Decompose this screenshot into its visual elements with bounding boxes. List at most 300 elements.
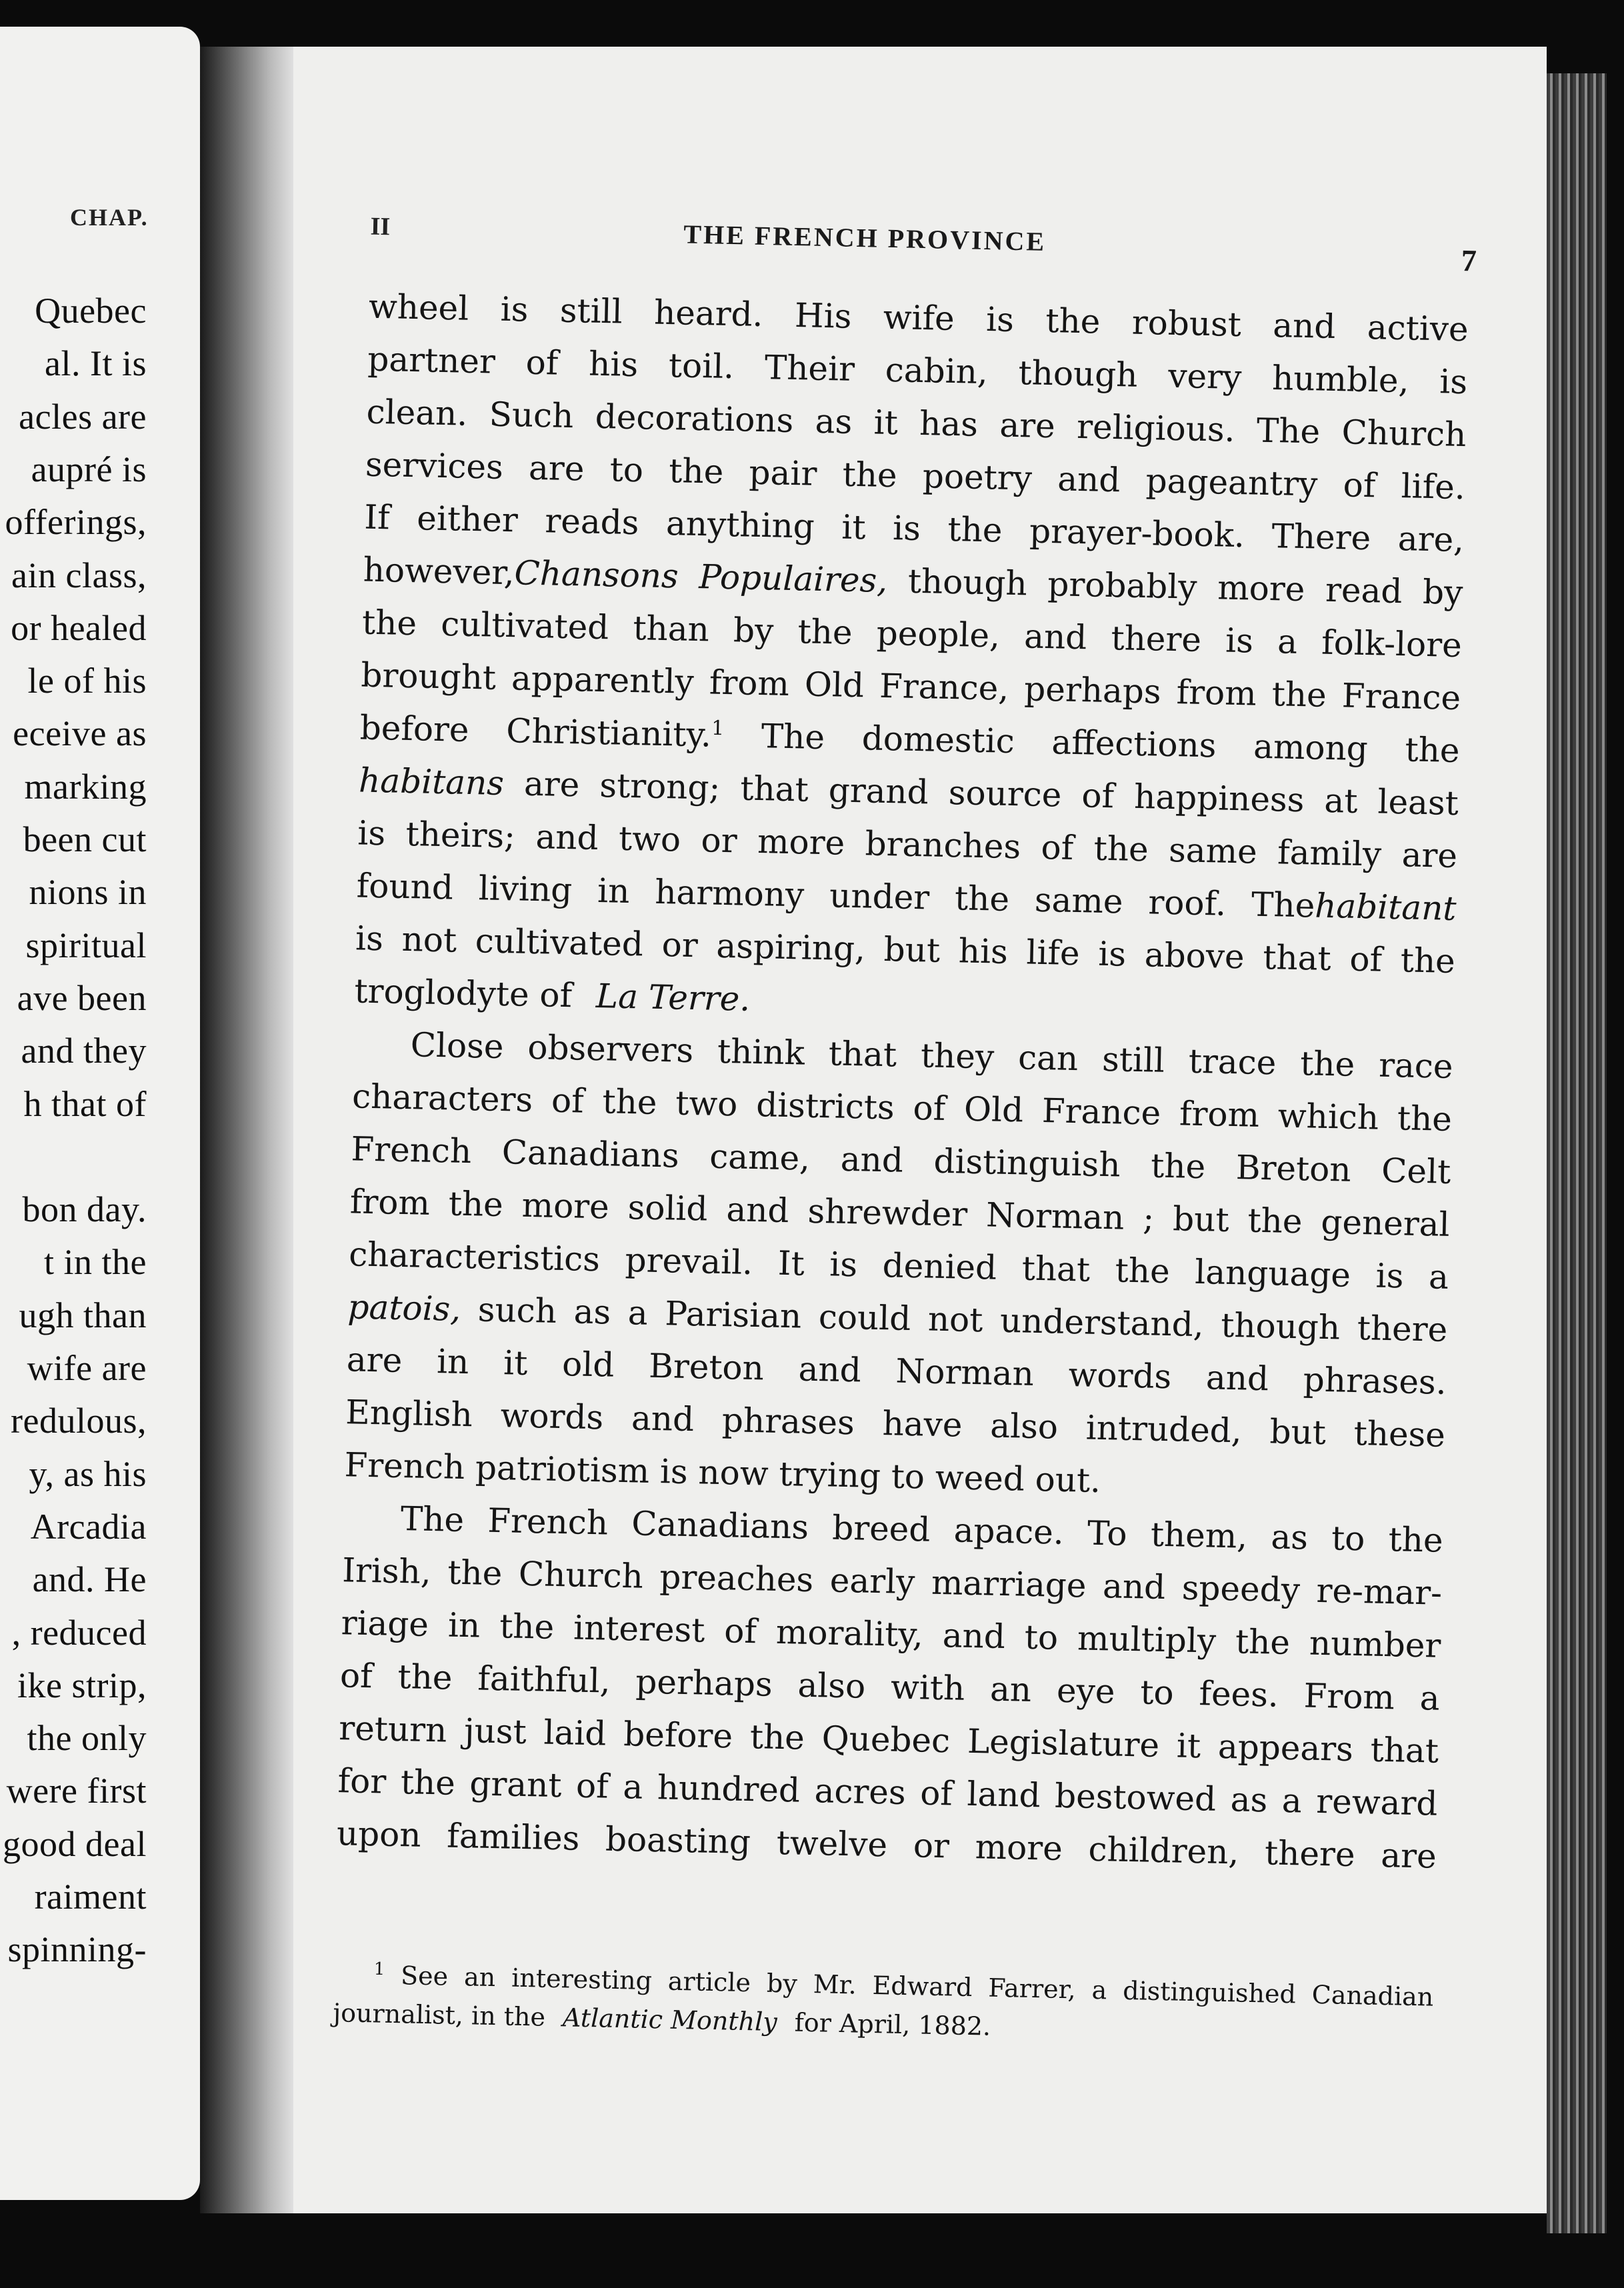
word-group [1331, 1512, 1365, 1565]
word-group [999, 399, 1056, 453]
text-segment: French patriotism is now trying to weed out. [344, 1445, 1101, 1501]
word: before [359, 708, 470, 749]
word-group [1321, 617, 1462, 672]
word-group [1068, 1349, 1172, 1403]
word-group [1405, 723, 1461, 777]
left-page-line: or healed [11, 607, 147, 648]
word: His [794, 296, 852, 336]
word: still [559, 291, 623, 331]
word: in [436, 1342, 469, 1382]
word-group [1303, 1669, 1395, 1724]
word: Quebec [821, 1719, 951, 1761]
word: the [397, 1657, 453, 1697]
word-group [726, 1183, 790, 1237]
word-group [499, 1600, 555, 1654]
word-group [561, 1338, 615, 1392]
word: partner [367, 339, 496, 381]
word-group [842, 449, 898, 503]
word: and [798, 1349, 862, 1390]
word-group [1299, 1037, 1355, 1091]
word-group [876, 607, 1001, 663]
word: cabin, [885, 350, 989, 392]
word-group [1367, 301, 1469, 356]
word-group [807, 1185, 968, 1241]
word-group [599, 759, 721, 815]
left-page-line: le of his [27, 661, 147, 701]
word-group [1205, 1351, 1269, 1405]
word: morality, [775, 1612, 924, 1655]
word: the [602, 1082, 658, 1122]
word-group [359, 702, 469, 757]
word-group [1253, 721, 1368, 776]
word-group [1144, 929, 1245, 983]
word: of [525, 343, 559, 383]
word-group [463, 1705, 527, 1759]
left-page-line: y, as his [29, 1453, 147, 1494]
word-group [633, 602, 710, 656]
word: the [400, 1763, 456, 1803]
word: Celt [1381, 1151, 1451, 1191]
word: and [840, 1139, 904, 1180]
word-group [777, 1237, 805, 1291]
word-group [1054, 1770, 1216, 1826]
word-group [623, 1708, 733, 1763]
word-group [521, 1179, 610, 1234]
word: robust [1131, 303, 1242, 345]
word-group [505, 705, 724, 762]
word-group [1377, 776, 1459, 831]
right-page [293, 47, 1547, 2213]
word: with [890, 1667, 965, 1708]
word: number [1309, 1623, 1441, 1665]
word: The [1251, 885, 1315, 925]
left-page-line: and they [21, 1031, 147, 1071]
word-group [525, 337, 559, 390]
word: humble, [1271, 359, 1410, 401]
word: to [1139, 1673, 1175, 1713]
word-group [883, 923, 941, 977]
word-group [1199, 1667, 1279, 1721]
word: of [912, 1089, 946, 1129]
word-group [1397, 513, 1465, 567]
left-running-head: CHAP. [70, 204, 149, 231]
word-group [447, 1547, 503, 1601]
word-group [588, 338, 638, 392]
word-group [933, 1135, 1121, 1192]
word: more [975, 1827, 1063, 1868]
word: ; [1142, 1199, 1155, 1238]
word: speedy [1181, 1568, 1301, 1610]
word-group [999, 1295, 1204, 1351]
word-group [841, 501, 867, 555]
book-gutter [200, 47, 293, 2213]
word: are [346, 1340, 403, 1381]
left-page [0, 27, 200, 2200]
word: French [487, 1501, 609, 1543]
left-page-line: marking [24, 766, 147, 807]
word: hundred [657, 1768, 801, 1810]
word-group [1343, 459, 1376, 512]
word-group [475, 915, 644, 971]
word-group [648, 1340, 764, 1395]
word-group [1316, 1775, 1439, 1831]
word-group [1176, 666, 1257, 720]
word-group [356, 859, 454, 914]
word-group [829, 1555, 915, 1609]
word: clean. [366, 392, 468, 433]
word-group [478, 862, 573, 917]
word-group [1341, 669, 1461, 725]
word-group [342, 1544, 432, 1599]
word-group [669, 445, 725, 499]
word-group [1419, 1672, 1440, 1725]
word: the [1271, 675, 1327, 715]
word-group [511, 652, 694, 709]
footnote [333, 1955, 1434, 2055]
word: is [1439, 362, 1468, 402]
word: the [447, 1553, 503, 1593]
word-group [804, 658, 865, 712]
word-group [907, 555, 1027, 611]
word-group [655, 866, 805, 922]
word: that [1021, 1249, 1091, 1289]
footnote-marker: 1 [373, 1959, 385, 1980]
left-page-line: and. He [32, 1559, 147, 1600]
word: same [1168, 830, 1258, 871]
word: or [661, 925, 699, 965]
word-group [1188, 1035, 1277, 1090]
word: the [797, 612, 853, 652]
word: such [477, 1290, 557, 1331]
word-group [551, 1075, 584, 1128]
word: Mr. [813, 1969, 857, 2000]
word: cultivated [475, 921, 644, 964]
word: the [954, 879, 1010, 919]
word-group [1018, 347, 1138, 402]
word-group [749, 447, 817, 501]
word: cultivated [440, 605, 609, 647]
word: bestowed [1054, 1776, 1217, 1819]
word-group [545, 495, 640, 549]
word-group [605, 1813, 751, 1869]
left-page-line: ain class, [11, 555, 147, 595]
word-group [623, 1761, 643, 1814]
word-group [436, 1335, 469, 1389]
word: is [1375, 1256, 1404, 1296]
word-group [363, 544, 679, 603]
word: are, [1397, 519, 1465, 560]
word-group [1017, 1031, 1079, 1085]
word-group [501, 1126, 679, 1183]
word: words [1068, 1355, 1172, 1397]
word-group [1077, 1612, 1217, 1667]
word-group [716, 920, 866, 976]
word: a [1091, 1975, 1107, 2005]
word-group [1081, 769, 1115, 823]
word-group [1401, 829, 1458, 883]
word-group [667, 1962, 751, 2003]
word: a [627, 1293, 649, 1333]
word-group [1277, 1089, 1379, 1144]
word: Canadian [1311, 1979, 1434, 2012]
word: just [463, 1711, 527, 1752]
word: them, [1150, 1515, 1248, 1556]
word: grand [828, 771, 929, 812]
word: though [1220, 1305, 1341, 1347]
word-group [775, 1606, 923, 1662]
word: religious. [1076, 407, 1236, 449]
word-group [348, 1228, 600, 1286]
word: the [749, 1717, 805, 1757]
word: the [361, 603, 417, 643]
word-group [1256, 405, 1321, 459]
word: folk-lore [1321, 623, 1463, 665]
word: by [766, 1968, 798, 1999]
word: is [357, 813, 386, 853]
word-group [1093, 823, 1149, 877]
word: in [597, 871, 631, 911]
word: French [350, 1129, 472, 1171]
word-group [913, 1819, 950, 1873]
word-group [1225, 615, 1253, 668]
word-group [625, 1234, 753, 1289]
word: the [1150, 1146, 1206, 1187]
word: of [551, 1081, 585, 1121]
word-group [829, 1238, 858, 1291]
word: perhaps [635, 1662, 773, 1704]
word-group [1179, 1087, 1260, 1141]
left-page-line: spinning- [7, 1929, 147, 1970]
word: France, [879, 666, 1009, 708]
word: Populaires, [698, 557, 888, 601]
word: early [829, 1561, 915, 1602]
word-group [351, 1070, 533, 1127]
word-group [405, 808, 516, 863]
word-group [1422, 566, 1463, 619]
word-group [1172, 1193, 1229, 1247]
word: characters [351, 1077, 533, 1120]
word-group [503, 1337, 528, 1390]
word: that [1370, 1730, 1439, 1771]
word: acres [814, 1771, 907, 1813]
word-group [1076, 401, 1235, 457]
word-group [1045, 295, 1101, 349]
word: and [1205, 1358, 1269, 1399]
word-group [535, 811, 599, 865]
word-group [1370, 1724, 1439, 1778]
word: the [1235, 1622, 1291, 1663]
word-group [487, 1495, 609, 1550]
word-group [1143, 1192, 1155, 1245]
word-group [1217, 561, 1305, 616]
word-group [794, 289, 852, 343]
word: the [668, 451, 724, 491]
word-group [635, 1655, 773, 1711]
word: but [1269, 1412, 1327, 1453]
word: from [349, 1182, 431, 1223]
word-group [440, 598, 609, 654]
word-group [349, 1175, 431, 1229]
word: race [1378, 1045, 1454, 1086]
word-group [1400, 934, 1456, 988]
word: though [907, 561, 1028, 603]
word: fees. [1198, 1674, 1279, 1715]
word: interest [573, 1608, 705, 1650]
word-group [1439, 355, 1468, 409]
word: is [355, 919, 384, 959]
word: It [777, 1243, 805, 1283]
word: at [1323, 781, 1359, 821]
word: English [345, 1393, 473, 1435]
word-group [1102, 1560, 1166, 1614]
word: heard. [653, 293, 764, 335]
word: There [1271, 517, 1371, 558]
left-page-line: Quebec [35, 291, 147, 331]
word-group [1311, 1975, 1434, 2017]
left-page-line: been cut [23, 819, 147, 859]
word: source [948, 773, 1062, 815]
word-group [401, 913, 457, 967]
word-group [1273, 299, 1337, 353]
word-group [528, 442, 585, 496]
word-group [1217, 1721, 1353, 1776]
word: marriage [931, 1563, 1087, 1605]
word-group [757, 815, 845, 870]
word-group [724, 1605, 757, 1658]
word-group [699, 551, 888, 607]
word-group [500, 283, 529, 337]
word: poetry [922, 457, 1033, 498]
word-group [1271, 510, 1371, 565]
word: If [363, 497, 391, 537]
word: language [1194, 1252, 1351, 1295]
word: the [1247, 1201, 1303, 1241]
word: Irish, [341, 1551, 432, 1592]
word: it [503, 1343, 528, 1383]
word: the [1045, 301, 1101, 341]
word-group [1115, 1244, 1171, 1298]
word-group [358, 755, 504, 811]
italic-text: Atlantic Monthly [562, 2003, 778, 2037]
left-page-line: good deal [3, 1823, 147, 1864]
word-group [511, 1959, 653, 2000]
word-group [967, 1768, 1041, 1822]
word-group [953, 1504, 1065, 1559]
word: pair [749, 453, 817, 493]
word: decorations [595, 397, 794, 441]
word: of [575, 1766, 609, 1806]
word: there [1110, 619, 1202, 659]
word: reads [544, 501, 639, 543]
word: general [1320, 1202, 1451, 1244]
word: habitant [1314, 886, 1457, 929]
word-group [341, 1597, 429, 1651]
word-group [920, 1029, 995, 1083]
text-segment: troglodyte of [353, 971, 583, 1015]
word-group [840, 1133, 904, 1187]
text-segment: journalist, in the [333, 1998, 554, 2033]
left-page-line: t in the [44, 1242, 147, 1283]
word-group [717, 1025, 805, 1080]
word-group [1247, 1195, 1303, 1249]
word-group [1251, 879, 1457, 935]
running-title: THE FRENCH PROVINCE [683, 219, 1047, 257]
word: Canadians [631, 1504, 809, 1547]
word: Norman [985, 1195, 1125, 1237]
word: Breton [648, 1346, 765, 1388]
word: the [1404, 730, 1461, 771]
left-page-line: Arcadia [30, 1506, 147, 1547]
word-group [828, 1027, 897, 1081]
word-group [821, 1712, 951, 1767]
word-group [397, 1651, 453, 1705]
word-group [865, 817, 1021, 873]
word-group [1230, 1773, 1268, 1827]
word-group [885, 344, 989, 399]
word: and [942, 1616, 1006, 1657]
left-page-line: raiment [34, 1877, 147, 1917]
left-page-line: bon day. [22, 1189, 147, 1230]
word: of [339, 1656, 373, 1696]
word: also [989, 1406, 1059, 1447]
word: phrases [721, 1401, 855, 1443]
word-group [659, 1551, 814, 1607]
word-group [883, 291, 955, 345]
word-group [815, 395, 853, 449]
word: an [989, 1669, 1032, 1709]
word: it [1176, 1726, 1201, 1766]
word: however, [363, 550, 515, 593]
word: though [1018, 353, 1139, 395]
word: read [1325, 570, 1403, 611]
word: riage [341, 1603, 429, 1644]
word-group [942, 1609, 1006, 1663]
word: could [818, 1297, 911, 1339]
word-group [336, 1807, 421, 1862]
word: two [618, 819, 681, 859]
word: of [723, 1611, 757, 1651]
word-group [1269, 1405, 1327, 1459]
word: found [356, 866, 454, 907]
word: probably [1047, 565, 1198, 607]
running-head [330, 211, 1477, 278]
left-page-line: nions in [29, 872, 147, 913]
word-group [931, 1557, 1087, 1613]
word-group [1140, 1666, 1175, 1719]
word: children, [1087, 1829, 1239, 1872]
word: life [1025, 933, 1081, 973]
word: a [1281, 1781, 1303, 1821]
word-group [1021, 1242, 1091, 1296]
word-group [913, 1082, 946, 1135]
word-group [764, 341, 855, 396]
word-group [500, 1389, 604, 1444]
word-group [523, 758, 580, 812]
word: a [622, 1767, 643, 1807]
word-group [346, 1333, 403, 1387]
word-group [447, 1599, 481, 1653]
left-page-line: , reduced [11, 1612, 147, 1653]
footnote-marker: 1 [711, 716, 725, 741]
word: and [725, 1190, 790, 1231]
word: theirs; [405, 814, 516, 856]
word: Close [410, 1025, 505, 1067]
word-group [368, 281, 469, 335]
word-group [1029, 505, 1245, 562]
word: are [1380, 1835, 1437, 1876]
word-group [882, 1239, 997, 1295]
word-group [661, 919, 699, 972]
